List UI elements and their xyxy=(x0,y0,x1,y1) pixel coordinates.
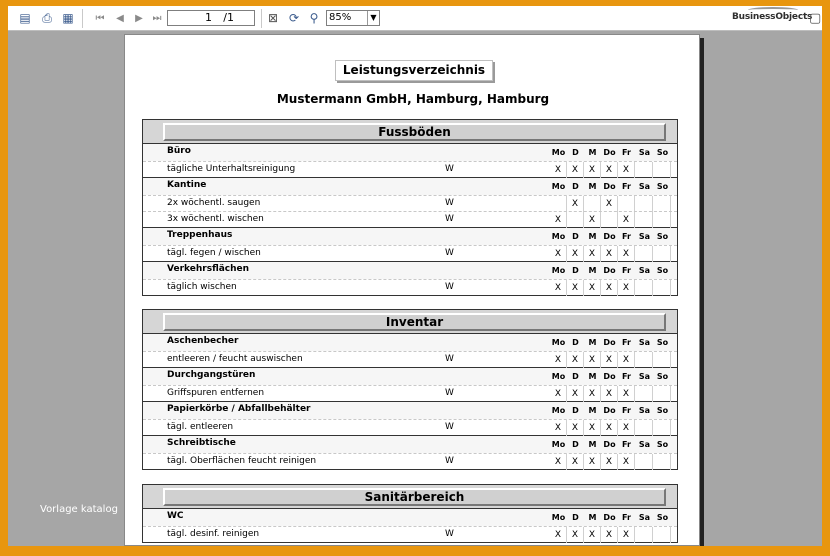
day-mark: X xyxy=(618,420,635,436)
day-header: Do xyxy=(603,372,616,381)
day-mark: X xyxy=(601,352,618,368)
day-mark xyxy=(636,527,653,543)
day-mark: X xyxy=(601,246,618,262)
day-header: Fr xyxy=(622,440,631,449)
day-header: Mo xyxy=(551,440,566,449)
day-header: So xyxy=(656,406,669,415)
task-frequency: W xyxy=(445,456,454,466)
group-header xyxy=(143,368,677,385)
day-header: M xyxy=(588,182,597,191)
group-name: Verkehrsflächen xyxy=(167,264,250,274)
next-page-icon[interactable]: ▶ xyxy=(135,12,143,24)
group-header xyxy=(143,334,677,351)
day-header: So xyxy=(656,232,669,241)
day-mark: X xyxy=(601,162,618,178)
day-mark xyxy=(636,454,653,470)
day-header: Sa xyxy=(638,372,651,381)
task-description: tägl. Oberflächen feucht reinigen xyxy=(167,456,317,466)
day-mark xyxy=(601,212,618,228)
last-page-icon[interactable]: ⏭ xyxy=(152,12,162,24)
group-tree-icon[interactable]: ▦ xyxy=(62,11,74,25)
table-row xyxy=(143,161,677,177)
group-header xyxy=(143,228,677,245)
day-mark: X xyxy=(601,196,618,212)
day-header: D xyxy=(572,266,579,275)
task-frequency: W xyxy=(445,529,454,539)
task-description: täglich wischen xyxy=(167,282,237,292)
group-name: Treppenhaus xyxy=(167,230,233,240)
day-header: M xyxy=(588,148,597,157)
day-header: Fr xyxy=(622,266,631,275)
day-mark: X xyxy=(618,212,635,228)
day-mark: X xyxy=(584,246,601,262)
day-mark xyxy=(636,196,653,212)
task-group xyxy=(143,144,677,178)
refresh-icon[interactable]: ⟳ xyxy=(288,11,300,25)
day-mark xyxy=(636,162,653,178)
day-header: D xyxy=(572,182,579,191)
task-group xyxy=(143,228,677,262)
day-header: Do xyxy=(603,513,616,522)
section-header xyxy=(143,310,677,334)
day-mark xyxy=(654,454,671,470)
day-mark: X xyxy=(618,162,635,178)
day-header: Sa xyxy=(638,148,651,157)
day-header: So xyxy=(656,513,669,522)
day-header: Fr xyxy=(622,406,631,415)
day-mark: X xyxy=(601,527,618,543)
group-header xyxy=(143,402,677,419)
day-header: Sa xyxy=(638,513,651,522)
task-description: Griffspuren entfernen xyxy=(167,388,265,398)
task-frequency: W xyxy=(445,282,454,292)
day-header: Mo xyxy=(551,338,566,347)
day-mark: X xyxy=(601,280,618,296)
task-description: 3x wöchentl. wischen xyxy=(167,214,264,224)
group-header xyxy=(143,436,677,453)
day-header: D xyxy=(572,148,579,157)
page-shadow xyxy=(700,38,704,546)
table-row xyxy=(143,385,677,401)
day-header: Sa xyxy=(638,338,651,347)
day-mark: X xyxy=(567,527,584,543)
day-header: D xyxy=(572,338,579,347)
task-group xyxy=(143,262,677,295)
task-group xyxy=(143,178,677,228)
page-current: 1 xyxy=(205,11,212,24)
day-mark xyxy=(636,280,653,296)
zoom-value: 85% xyxy=(329,12,352,23)
day-mark: X xyxy=(601,420,618,436)
day-mark xyxy=(584,196,601,212)
day-mark: X xyxy=(567,280,584,296)
day-mark: X xyxy=(550,420,567,436)
group-name: Schreibtische xyxy=(167,438,236,448)
day-mark: X xyxy=(618,386,635,402)
day-mark: X xyxy=(567,386,584,402)
day-header: So xyxy=(656,440,669,449)
day-header: Fr xyxy=(622,232,631,241)
day-header: M xyxy=(588,406,597,415)
close-current-view-icon[interactable]: ⊠ xyxy=(267,11,279,25)
group-name: Durchgangstüren xyxy=(167,370,256,380)
table-row xyxy=(143,526,677,542)
task-frequency: W xyxy=(445,164,454,174)
day-header: Do xyxy=(603,266,616,275)
page-number-field[interactable] xyxy=(167,10,255,26)
task-group xyxy=(143,402,677,436)
section-title: Fussböden xyxy=(163,123,666,141)
day-header: Fr xyxy=(622,182,631,191)
day-mark: X xyxy=(601,454,618,470)
day-mark xyxy=(654,386,671,402)
day-mark: X xyxy=(618,352,635,368)
day-mark: X xyxy=(618,280,635,296)
group-header xyxy=(143,509,677,526)
day-mark: X xyxy=(550,162,567,178)
day-mark xyxy=(636,246,653,262)
day-mark: X xyxy=(550,352,567,368)
day-mark xyxy=(654,352,671,368)
day-header: Mo xyxy=(551,406,566,415)
day-mark: X xyxy=(567,246,584,262)
day-mark xyxy=(636,386,653,402)
day-mark: X xyxy=(584,527,601,543)
day-header: Fr xyxy=(622,372,631,381)
close-icon[interactable]: ▢ xyxy=(809,11,822,26)
print-icon[interactable]: ⎙ xyxy=(42,10,52,25)
day-mark: X xyxy=(567,420,584,436)
day-mark xyxy=(618,196,635,212)
day-header: Sa xyxy=(638,232,651,241)
day-header: M xyxy=(588,372,597,381)
task-frequency: W xyxy=(445,422,454,432)
day-header: M xyxy=(588,440,597,449)
day-mark: X xyxy=(601,386,618,402)
table-row xyxy=(143,211,677,227)
report-section xyxy=(142,309,678,470)
day-mark: X xyxy=(584,454,601,470)
report-title: Leistungsverzeichnis xyxy=(335,60,493,81)
group-header xyxy=(143,144,677,161)
day-header: D xyxy=(572,406,579,415)
section-header xyxy=(143,485,677,509)
task-description: entleeren / feucht auswischen xyxy=(167,354,303,364)
day-mark: X xyxy=(567,454,584,470)
day-mark: X xyxy=(584,280,601,296)
day-header: So xyxy=(656,182,669,191)
page-total: /1 xyxy=(223,11,234,24)
day-header: M xyxy=(588,266,597,275)
group-name: WC xyxy=(167,511,184,521)
day-mark: X xyxy=(550,527,567,543)
day-header: D xyxy=(572,372,579,381)
day-mark: X xyxy=(618,527,635,543)
day-header: M xyxy=(588,232,597,241)
day-header: Sa xyxy=(638,266,651,275)
day-mark xyxy=(654,280,671,296)
day-mark: X xyxy=(584,352,601,368)
table-row xyxy=(143,351,677,367)
table-row xyxy=(143,279,677,295)
day-mark xyxy=(654,162,671,178)
task-description: tägl. desinf. reinigen xyxy=(167,529,260,539)
day-mark: X xyxy=(550,212,567,228)
group-name: Kantine xyxy=(167,180,207,190)
chevron-down-icon: ▼ xyxy=(367,11,379,25)
export-icon[interactable]: ▤ xyxy=(19,11,31,25)
day-mark xyxy=(567,212,584,228)
day-header: D xyxy=(572,232,579,241)
zoom-select[interactable] xyxy=(326,10,380,26)
task-description: 2x wöchentl. saugen xyxy=(167,198,261,208)
day-header: Do xyxy=(603,182,616,191)
day-mark: X xyxy=(584,162,601,178)
day-header: Mo xyxy=(551,232,566,241)
prev-page-icon[interactable]: ◀ xyxy=(116,12,124,24)
day-mark: X xyxy=(584,420,601,436)
day-mark: X xyxy=(584,212,601,228)
task-group xyxy=(143,509,677,542)
day-header: Fr xyxy=(622,338,631,347)
day-mark: X xyxy=(550,280,567,296)
day-header: So xyxy=(656,266,669,275)
day-mark xyxy=(654,246,671,262)
day-mark: X xyxy=(618,454,635,470)
day-mark xyxy=(636,420,653,436)
day-mark xyxy=(550,196,567,212)
day-header: Sa xyxy=(638,182,651,191)
day-mark xyxy=(654,212,671,228)
report-section xyxy=(142,484,678,543)
day-mark: X xyxy=(584,386,601,402)
day-header: Do xyxy=(603,232,616,241)
day-mark: X xyxy=(567,352,584,368)
day-header: D xyxy=(572,440,579,449)
toolbar xyxy=(8,6,822,31)
day-header: Do xyxy=(603,440,616,449)
section-header xyxy=(143,120,677,144)
day-header: Fr xyxy=(622,513,631,522)
table-row xyxy=(143,195,677,211)
day-header: Sa xyxy=(638,406,651,415)
day-mark: X xyxy=(550,454,567,470)
day-mark: X xyxy=(550,386,567,402)
report-viewer xyxy=(8,6,822,546)
day-mark xyxy=(636,212,653,228)
day-header: Do xyxy=(603,148,616,157)
task-frequency: W xyxy=(445,248,454,258)
first-page-icon[interactable]: ⏮ xyxy=(95,12,105,24)
company-name: Mustermann GmbH, Hamburg, Hamburg xyxy=(276,92,550,106)
group-name: Büro xyxy=(167,146,191,156)
day-header: D xyxy=(572,513,579,522)
day-header: Do xyxy=(603,338,616,347)
task-description: tägl. entleeren xyxy=(167,422,234,432)
day-header: Mo xyxy=(551,513,566,522)
report-section xyxy=(142,119,678,296)
day-header: Sa xyxy=(638,440,651,449)
task-frequency: W xyxy=(445,354,454,364)
task-group xyxy=(143,368,677,402)
task-frequency: W xyxy=(445,388,454,398)
report-page xyxy=(124,34,700,546)
day-header: Mo xyxy=(551,182,566,191)
day-header: So xyxy=(656,338,669,347)
day-mark xyxy=(654,527,671,543)
day-mark: X xyxy=(618,246,635,262)
group-header xyxy=(143,178,677,195)
task-description: tägl. fegen / wischen xyxy=(167,248,261,258)
day-mark xyxy=(654,420,671,436)
day-header: Mo xyxy=(551,266,566,275)
table-row xyxy=(143,453,677,469)
table-row xyxy=(143,419,677,435)
day-header: M xyxy=(588,338,597,347)
group-name: Aschenbecher xyxy=(167,336,239,346)
brand-logo: BusinessObjects xyxy=(732,12,812,22)
table-row xyxy=(143,245,677,261)
day-header: Mo xyxy=(551,148,566,157)
day-header: So xyxy=(656,372,669,381)
task-frequency: W xyxy=(445,198,454,208)
day-header: Fr xyxy=(622,148,631,157)
day-mark xyxy=(654,196,671,212)
day-header: Mo xyxy=(551,372,566,381)
task-frequency: W xyxy=(445,214,454,224)
group-name: Papierkörbe / Abfallbehälter xyxy=(167,404,311,414)
day-mark: X xyxy=(567,162,584,178)
day-mark: X xyxy=(550,246,567,262)
day-mark: X xyxy=(567,196,584,212)
day-header: Do xyxy=(603,406,616,415)
task-group xyxy=(143,334,677,368)
task-description: tägliche Unterhaltsreinigung xyxy=(167,164,296,174)
day-header: M xyxy=(588,513,597,522)
task-group xyxy=(143,436,677,469)
group-header xyxy=(143,262,677,279)
day-header: So xyxy=(656,148,669,157)
section-title: Inventar xyxy=(163,313,666,331)
section-title: Sanitärbereich xyxy=(163,488,666,506)
watermark: Vorlage katalog xyxy=(40,504,118,515)
search-icon[interactable]: ⚲ xyxy=(309,11,319,25)
day-mark xyxy=(636,352,653,368)
